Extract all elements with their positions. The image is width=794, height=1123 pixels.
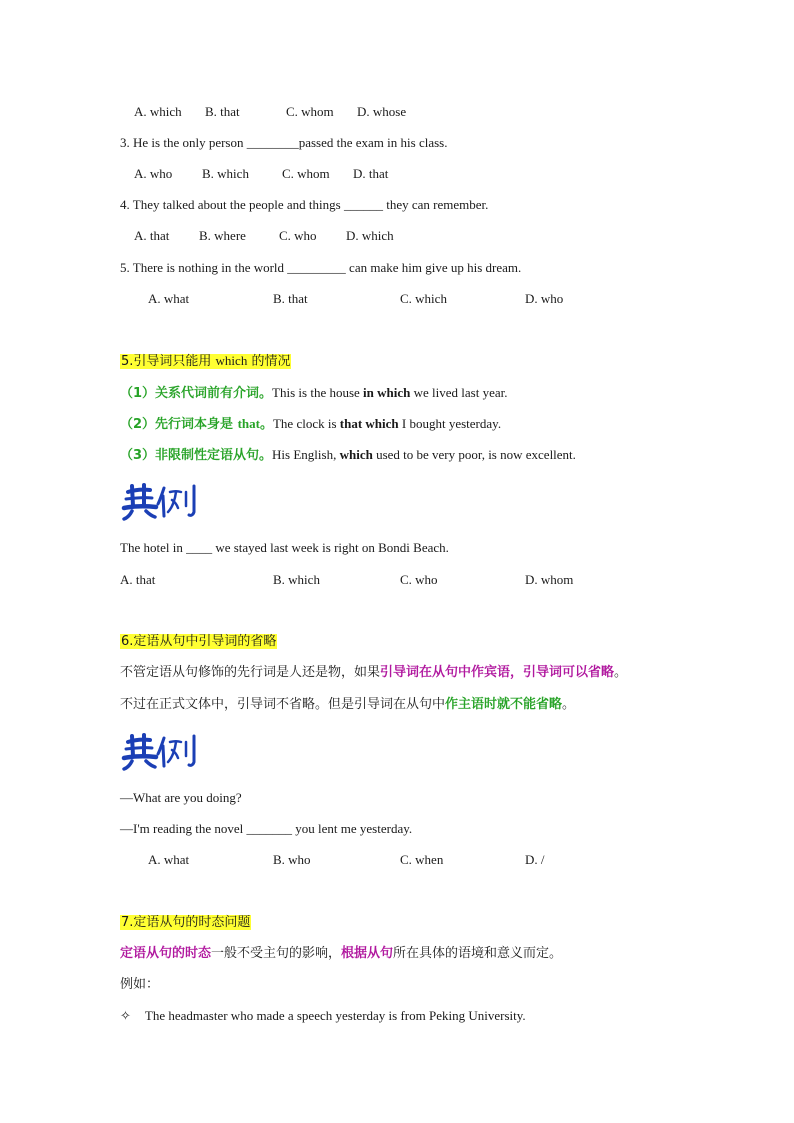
- section-6-p2-post: 。: [562, 697, 576, 712]
- q4-option-a: A. that: [134, 228, 170, 243]
- rule-2-label-pre: （2）先行词本身是: [120, 417, 238, 432]
- section-6-dialog-1: —What are you doing?: [120, 790, 242, 805]
- rule-2-label-word: that: [237, 416, 260, 431]
- diamond-bullet-icon: ✧: [120, 1009, 131, 1024]
- q4-option-d: D. which: [346, 228, 394, 243]
- rule-2-label-post: 。: [259, 417, 273, 432]
- q5-stem: 5. There is nothing in the world _________ can make him give up his dream.: [120, 260, 522, 275]
- example-stamp-icon-2: [120, 730, 202, 772]
- section-7-p1-post: 所在具体的语境和意义而定。: [393, 946, 563, 961]
- rule-2-text-post: I bought yesterday.: [398, 416, 502, 431]
- rule-3-text-bold: which: [339, 447, 373, 462]
- section-5-title-word: which: [215, 353, 248, 368]
- rule-3-label: （3）非限制性定语从句。: [120, 448, 273, 463]
- section-6-p2-pre: 不过在正式文体中，引导词不省略。但是引导词在从句中: [120, 697, 446, 712]
- q3-option-c: C. whom: [282, 166, 330, 181]
- q2-option-b: B. that: [205, 104, 240, 119]
- section-6-option-b: B. who: [273, 852, 311, 867]
- q3-stem: 3. He is the only person ________passed the exam in his class.: [120, 135, 448, 150]
- section-7-paragraph-1: [120, 945, 562, 963]
- section-6-p2-emphasis: 作主语时就不能省略: [445, 697, 563, 712]
- q5-option-b: B. that: [273, 291, 308, 306]
- rule-3-text-pre: His English,: [272, 447, 340, 462]
- rule-2: [120, 415, 501, 434]
- section-5-title: [120, 352, 291, 371]
- q3-option-b: B. which: [202, 166, 249, 181]
- q4-option-c: C. who: [279, 228, 317, 243]
- section-6-p1-pre: 不管定语从句修饰的先行词是人还是物，如果: [120, 665, 381, 680]
- q5-option-c: C. which: [400, 291, 447, 306]
- q5-option-a: A. what: [148, 291, 190, 306]
- section-6-p1-post: 。: [614, 665, 628, 680]
- q2-option-c: C. whom: [286, 104, 334, 119]
- section-5-option-c: C. who: [400, 572, 438, 587]
- section-6-dialog-2: —I'm reading the novel _______ you lent me yesterday.: [120, 821, 413, 836]
- section-6-paragraph-1: [120, 664, 627, 682]
- section-6-option-a: A. what: [148, 852, 190, 867]
- section-5-option-b: B. which: [273, 572, 320, 587]
- rule-2-text-bold: that which: [339, 416, 399, 431]
- rule-1-text-pre: This is the house: [272, 385, 364, 400]
- example-stamp-icon: [120, 480, 202, 522]
- section-7-example-label: 例如：: [120, 977, 160, 992]
- q3-option-a: A. who: [134, 166, 173, 181]
- section-7-p1-emphasis-1: 定语从句的时态: [120, 946, 212, 961]
- rule-1-text-post: we lived last year.: [410, 385, 508, 400]
- section-7-bullet-1: [120, 1007, 526, 1026]
- rule-1-label: （1）关系代词前有介词。: [120, 386, 273, 401]
- rule-3-text-post: used to be very poor, is now excellent.: [372, 447, 576, 462]
- section-7-p1-emphasis-2: 根据从句: [341, 946, 394, 961]
- section-6-option-d: D. /: [525, 852, 545, 867]
- section-6-paragraph-2: [120, 696, 575, 714]
- section-6-p1-emphasis: 引导词在从句中作宾语，引导词可以省略: [380, 665, 615, 680]
- section-5-option-a: A. that: [120, 572, 156, 587]
- section-7-bullet-1-text: The headmaster who made a speech yesterday is from Peking University.: [144, 1008, 526, 1023]
- section-5-option-d: D. whom: [525, 572, 574, 587]
- q2-option-d: D. whose: [357, 104, 407, 119]
- section-6-title-text: 6.定语从句中引导词的省略: [121, 634, 277, 649]
- q4-option-b: B. where: [199, 228, 246, 243]
- section-6-option-c: C. when: [400, 852, 444, 867]
- rule-3: [120, 446, 576, 465]
- section-5-title-post: 的情况: [247, 354, 291, 369]
- q4-stem: 4. They talked about the people and things ______ they can remember.: [120, 197, 489, 212]
- q5-option-d: D. who: [525, 291, 564, 306]
- section-5-title-pre: 5.引导词只能用: [121, 354, 216, 369]
- section-6-title: [120, 633, 277, 651]
- rule-1: [120, 384, 507, 403]
- rule-1-text-bold: in which: [363, 385, 411, 400]
- section-5-example-stem: The hotel in ____ we stayed last week is right on Bondi Beach.: [120, 540, 449, 555]
- section-7-title: [120, 914, 251, 932]
- q2-option-a: A. which: [134, 104, 182, 119]
- section-7-p1-mid: 一般不受主句的影响，: [211, 946, 342, 961]
- rule-2-text-pre: The clock is: [272, 416, 340, 431]
- q3-option-d: D. that: [353, 166, 389, 181]
- section-7-title-text: 7.定语从句的时态问题: [121, 915, 251, 930]
